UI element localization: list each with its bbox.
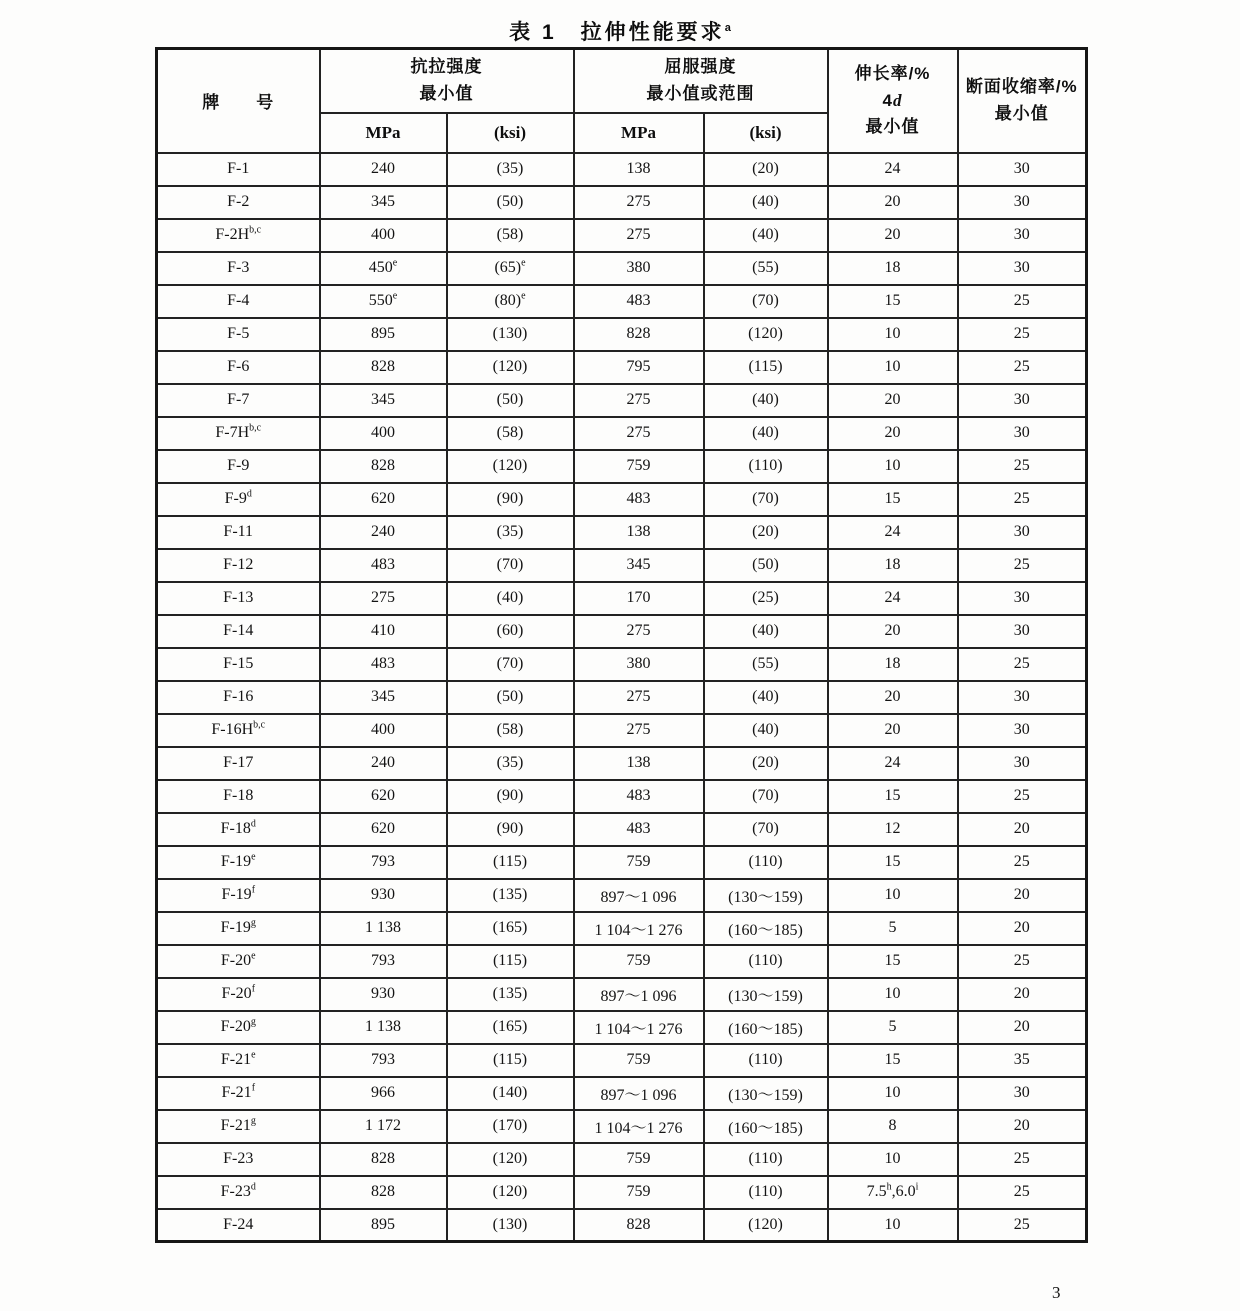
tensile-mpa-cell: 1 138: [320, 1011, 447, 1044]
elongation-cell: 10: [828, 1209, 958, 1242]
grade-cell: F-21$^f$: [157, 1077, 320, 1110]
elongation-cell: 18: [828, 252, 958, 285]
reduction-cell: 25: [958, 1143, 1087, 1176]
table-title-text: 表 1 拉伸性能要求: [509, 21, 725, 44]
grade-cell: F-12: [157, 549, 320, 582]
elongation-cell: 20: [828, 714, 958, 747]
header-elongation: [828, 49, 958, 153]
table-row: [157, 1209, 1087, 1242]
grade-cell: F-16: [157, 681, 320, 714]
tensile-ksi-cell: (90): [447, 483, 574, 516]
reduction-cell: 25: [958, 846, 1087, 879]
header-unit-yield-mpa: MPa: [574, 113, 704, 153]
header-unit-tensile-mpa: MPa: [320, 113, 447, 153]
elongation-cell: 12: [828, 813, 958, 846]
reduction-cell: 25: [958, 648, 1087, 681]
tensile-ksi-cell: (35): [447, 153, 574, 186]
yield-ksi-cell: (20): [704, 747, 828, 780]
table-row: [157, 516, 1087, 549]
yield-mpa-cell: 380: [574, 252, 704, 285]
table-row: [157, 186, 1087, 219]
tensile-mpa-cell: 828: [320, 450, 447, 483]
tensile-ksi-cell: (50): [447, 186, 574, 219]
yield-mpa-cell: 275: [574, 714, 704, 747]
yield-mpa-cell: 138: [574, 516, 704, 549]
tensile-mpa-cell: 450e: [320, 252, 447, 285]
tensile-ksi-cell: (130): [447, 318, 574, 351]
page-number: 3: [1052, 1283, 1061, 1302]
elongation-cell: 5: [828, 912, 958, 945]
yield-mpa-cell: 897～1 096: [574, 879, 704, 912]
grade-cell: F-6: [157, 351, 320, 384]
reduction-cell: 25: [958, 318, 1087, 351]
elongation-cell: 20: [828, 186, 958, 219]
yield-mpa-cell: 275: [574, 186, 704, 219]
header-reduction-of-area: [958, 49, 1087, 153]
reduction-cell: 25: [958, 483, 1087, 516]
grade-cell: F-13: [157, 582, 320, 615]
yield-ksi-cell: (70): [704, 285, 828, 318]
elongation-cell: 18: [828, 549, 958, 582]
table-row: [157, 1077, 1087, 1110]
yield-mpa-cell: 380: [574, 648, 704, 681]
grade-cell: F-20$^g$: [157, 1011, 320, 1044]
tensile-mpa-cell: 400: [320, 219, 447, 252]
table-row: [157, 945, 1087, 978]
grade-cell: F-9$^d$: [157, 483, 320, 516]
yield-mpa-cell: 759: [574, 1044, 704, 1077]
table-row: [157, 1110, 1087, 1143]
tensile-mpa-cell: 550e: [320, 285, 447, 318]
yield-mpa-cell: 275: [574, 681, 704, 714]
yield-ksi-cell: (40): [704, 219, 828, 252]
yield-mpa-cell: 897～1 096: [574, 1077, 704, 1110]
table-row: [157, 1176, 1087, 1209]
header-tensile-strength: [320, 49, 574, 113]
grade-cell: F-15: [157, 648, 320, 681]
reduction-cell: 30: [958, 153, 1087, 186]
tensile-mpa-cell: 1 172: [320, 1110, 447, 1143]
elongation-cell: 15: [828, 483, 958, 516]
grade-cell: F-9: [157, 450, 320, 483]
yield-mpa-cell: 759: [574, 1176, 704, 1209]
yield-ksi-cell: (70): [704, 483, 828, 516]
yield-mpa-cell: 828: [574, 318, 704, 351]
tensile-mpa-cell: 620: [320, 780, 447, 813]
grade-cell: F-4: [157, 285, 320, 318]
table-row: [157, 912, 1087, 945]
yield-mpa-cell: 759: [574, 945, 704, 978]
tensile-ksi-cell: (50): [447, 681, 574, 714]
grade-cell: F-14: [157, 615, 320, 648]
yield-ksi-cell: (20): [704, 516, 828, 549]
yield-ksi-cell: (25): [704, 582, 828, 615]
table-row: [157, 648, 1087, 681]
reduction-cell: 30: [958, 582, 1087, 615]
elongation-cell: 24: [828, 747, 958, 780]
reduction-cell: 20: [958, 879, 1087, 912]
tensile-ksi-cell: (50): [447, 384, 574, 417]
reduction-cell: 20: [958, 978, 1087, 1011]
grade-cell: F-20$^f$: [157, 978, 320, 1011]
grade-cell: F-23$^d$: [157, 1176, 320, 1209]
yield-ksi-cell: (40): [704, 384, 828, 417]
elongation-cell: 10: [828, 450, 958, 483]
table-row: [157, 153, 1087, 186]
table-row: [157, 285, 1087, 318]
elongation-cell: 10: [828, 1077, 958, 1110]
table-row: [157, 450, 1087, 483]
yield-ksi-cell: (55): [704, 252, 828, 285]
elongation-cell: 10: [828, 318, 958, 351]
yield-mpa-cell: 759: [574, 450, 704, 483]
reduction-cell: 20: [958, 912, 1087, 945]
tensile-ksi-cell: (140): [447, 1077, 574, 1110]
tensile-mpa-cell: 966: [320, 1077, 447, 1110]
tensile-ksi-cell: $(80)^e$: [447, 285, 574, 318]
elongation-cell: 20: [828, 384, 958, 417]
tensile-mpa-cell: 828: [320, 351, 447, 384]
yield-ksi-cell: (130～159): [704, 978, 828, 1011]
table-row: [157, 978, 1087, 1011]
yield-mpa-cell: 759: [574, 846, 704, 879]
reduction-cell: 20: [958, 1011, 1087, 1044]
tensile-ksi-cell: (135): [447, 879, 574, 912]
tensile-mpa-cell: 895: [320, 318, 447, 351]
yield-mpa-cell: 483: [574, 813, 704, 846]
elongation-cell: 10: [828, 978, 958, 1011]
tensile-ksi-cell: (35): [447, 516, 574, 549]
yield-ksi-cell: (110): [704, 450, 828, 483]
yield-mpa-cell: 275: [574, 615, 704, 648]
grade-cell: F-7: [157, 384, 320, 417]
tensile-mpa-cell: 400: [320, 714, 447, 747]
yield-mpa-cell: 275: [574, 384, 704, 417]
elongation-cell: 15: [828, 285, 958, 318]
yield-mpa-cell: 795: [574, 351, 704, 384]
table-row: [157, 747, 1087, 780]
tensile-mpa-cell: 345: [320, 384, 447, 417]
yield-mpa-cell: 483: [574, 483, 704, 516]
elongation-cell: 15: [828, 1044, 958, 1077]
tensile-ksi-cell: (115): [447, 846, 574, 879]
elongation-cell: 24: [828, 582, 958, 615]
tensile-ksi-cell: (60): [447, 615, 574, 648]
table-row: [157, 1044, 1087, 1077]
yield-ksi-cell: (40): [704, 417, 828, 450]
reduction-cell: 20: [958, 1110, 1087, 1143]
header-row-groups: [157, 49, 1087, 113]
reduction-cell: 35: [958, 1044, 1087, 1077]
reduction-cell: 30: [958, 1077, 1087, 1110]
tensile-ksi-cell: (70): [447, 648, 574, 681]
elongation-cell: 20: [828, 219, 958, 252]
tensile-ksi-cell: (90): [447, 813, 574, 846]
header-elongation-line1: 伸长率/%: [854, 64, 931, 84]
grade-cell: F-19$^g$: [157, 912, 320, 945]
tensile-ksi-cell: (165): [447, 1011, 574, 1044]
reduction-cell: 30: [958, 516, 1087, 549]
yield-ksi-cell: (110): [704, 1143, 828, 1176]
yield-mpa-cell: 138: [574, 153, 704, 186]
tensile-requirements-table: [155, 47, 1088, 1243]
elongation-d-variable: d: [892, 90, 903, 110]
yield-ksi-cell: (40): [704, 615, 828, 648]
elongation-cell: 5: [828, 1011, 958, 1044]
reduction-cell: 25: [958, 285, 1087, 318]
reduction-cell: 30: [958, 252, 1087, 285]
elongation-cell: 18: [828, 648, 958, 681]
table-header: [157, 49, 1087, 153]
yield-ksi-cell: (20): [704, 153, 828, 186]
elongation-cell: 20: [828, 417, 958, 450]
elongation-cell: 24: [828, 516, 958, 549]
grade-cell: F-21$^g$: [157, 1110, 320, 1143]
reduction-cell: 30: [958, 219, 1087, 252]
table-row: [157, 252, 1087, 285]
tensile-mpa-cell: 930: [320, 879, 447, 912]
header-yield-strength: [574, 49, 828, 113]
header-elongation-line3: 最小值: [865, 116, 920, 136]
tensile-mpa-cell: 793: [320, 846, 447, 879]
header-yield-line1: 屈服强度: [664, 57, 737, 77]
tensile-mpa-cell: 828: [320, 1176, 447, 1209]
tensile-ksi-cell: (120): [447, 450, 574, 483]
yield-ksi-cell: (110): [704, 945, 828, 978]
elongation-cell: 10: [828, 879, 958, 912]
reduction-cell: 30: [958, 681, 1087, 714]
table-row: [157, 714, 1087, 747]
table-row: [157, 879, 1087, 912]
table-row: [157, 1143, 1087, 1176]
tensile-mpa-cell: 793: [320, 945, 447, 978]
reduction-cell: 25: [958, 549, 1087, 582]
grade-cell: F-3: [157, 252, 320, 285]
table-row: [157, 846, 1087, 879]
header-elongation-line2: [831, 88, 955, 114]
tensile-ksi-cell: (70): [447, 549, 574, 582]
elongation-cell: 10: [828, 1143, 958, 1176]
yield-mpa-cell: 828: [574, 1209, 704, 1242]
yield-ksi-cell: (160～185): [704, 912, 828, 945]
reduction-cell: 30: [958, 384, 1087, 417]
reduction-cell: 20: [958, 813, 1087, 846]
elongation-cell: 15: [828, 780, 958, 813]
tensile-mpa-cell: 400: [320, 417, 447, 450]
tensile-mpa-cell: 895: [320, 1209, 447, 1242]
table-row: [157, 219, 1087, 252]
tensile-mpa-cell: 620: [320, 813, 447, 846]
grade-cell: F-18$^d$: [157, 813, 320, 846]
yield-ksi-cell: (115): [704, 351, 828, 384]
table-title: [0, 16, 1240, 46]
tensile-ksi-cell: (90): [447, 780, 574, 813]
tensile-ksi-cell: (115): [447, 945, 574, 978]
grade-cell: $F-2H^{b,c}$: [157, 219, 320, 252]
yield-ksi-cell: (130～159): [704, 1077, 828, 1110]
yield-mpa-cell: 1 104～1 276: [574, 912, 704, 945]
reduction-cell: 25: [958, 450, 1087, 483]
elongation-4: 4: [882, 90, 893, 110]
yield-ksi-cell: (40): [704, 714, 828, 747]
header-grade: 牌 号: [157, 49, 320, 153]
reduction-cell: 25: [958, 945, 1087, 978]
tensile-ksi-cell: (115): [447, 1044, 574, 1077]
yield-ksi-cell: (70): [704, 813, 828, 846]
tensile-ksi-cell: (35): [447, 747, 574, 780]
yield-mpa-cell: 1 104～1 276: [574, 1110, 704, 1143]
table-row: [157, 1011, 1087, 1044]
elongation-cell: 8: [828, 1110, 958, 1143]
tensile-mpa-cell: 483: [320, 549, 447, 582]
header-tensile-line2: 最小值: [419, 83, 474, 103]
reduction-cell: 25: [958, 1176, 1087, 1209]
yield-mpa-cell: 275: [574, 417, 704, 450]
yield-mpa-cell: 170: [574, 582, 704, 615]
tensile-mpa-cell: 410: [320, 615, 447, 648]
header-unit-yield-ksi: (ksi): [704, 113, 828, 153]
yield-mpa-cell: 483: [574, 285, 704, 318]
table-title-footnote-mark: a: [724, 22, 731, 34]
tensile-mpa-cell: 930: [320, 978, 447, 1011]
yield-ksi-cell: (120): [704, 1209, 828, 1242]
yield-mpa-cell: 1 104～1 276: [574, 1011, 704, 1044]
yield-mpa-cell: 275: [574, 219, 704, 252]
grade-cell: $F-7H^{b,c}$: [157, 417, 320, 450]
yield-ksi-cell: (110): [704, 846, 828, 879]
elongation-cell: 20: [828, 615, 958, 648]
yield-ksi-cell: (160～185): [704, 1011, 828, 1044]
tensile-mpa-cell: 345: [320, 186, 447, 219]
tensile-ksi-cell: (130): [447, 1209, 574, 1242]
grade-cell: F-19e: [157, 846, 320, 879]
yield-mpa-cell: 759: [574, 1143, 704, 1176]
tensile-ksi-cell: (40): [447, 582, 574, 615]
yield-mpa-cell: 345: [574, 549, 704, 582]
grade-cell: F-18: [157, 780, 320, 813]
tensile-mpa-cell: 828: [320, 1143, 447, 1176]
reduction-cell: 30: [958, 747, 1087, 780]
grade-cell: $F-16H^{b,c}$: [157, 714, 320, 747]
tensile-mpa-cell: 240: [320, 153, 447, 186]
grade-cell: F-1: [157, 153, 320, 186]
table-row: [157, 417, 1087, 450]
tensile-ksi-cell: (58): [447, 219, 574, 252]
tensile-mpa-cell: 483: [320, 648, 447, 681]
yield-ksi-cell: (70): [704, 780, 828, 813]
tensile-mpa-cell: 240: [320, 516, 447, 549]
tensile-ksi-cell: (170): [447, 1110, 574, 1143]
tensile-ksi-cell: (165): [447, 912, 574, 945]
header-tensile-line1: 抗拉强度: [410, 57, 483, 77]
table-row: [157, 681, 1087, 714]
grade-cell: F-23: [157, 1143, 320, 1176]
yield-ksi-cell: (40): [704, 681, 828, 714]
yield-ksi-cell: (50): [704, 549, 828, 582]
elongation-cell: 7.5$^h$,6.0$^i$: [828, 1176, 958, 1209]
grade-cell: F-20e: [157, 945, 320, 978]
elongation-cell: 10: [828, 351, 958, 384]
table-row: [157, 615, 1087, 648]
reduction-cell: 25: [958, 1209, 1087, 1242]
table-row: [157, 780, 1087, 813]
yield-ksi-cell: (110): [704, 1176, 828, 1209]
reduction-cell: 30: [958, 417, 1087, 450]
tensile-mpa-cell: 1 138: [320, 912, 447, 945]
grade-cell: F-21e: [157, 1044, 320, 1077]
grade-cell: F-19$^f$: [157, 879, 320, 912]
yield-ksi-cell: (120): [704, 318, 828, 351]
tensile-ksi-cell: (58): [447, 714, 574, 747]
reduction-cell: 30: [958, 714, 1087, 747]
header-unit-tensile-ksi: (ksi): [447, 113, 574, 153]
table-row: [157, 582, 1087, 615]
elongation-cell: 20: [828, 681, 958, 714]
table-row: [157, 813, 1087, 846]
tensile-ksi-cell: (58): [447, 417, 574, 450]
table-row: [157, 549, 1087, 582]
yield-ksi-cell: (160～185): [704, 1110, 828, 1143]
header-reduction-line1: 断面收缩率/%: [965, 77, 1078, 97]
header-reduction-line2: 最小值: [994, 103, 1049, 123]
table-row: [157, 351, 1087, 384]
elongation-cell: 15: [828, 846, 958, 879]
tensile-mpa-cell: 793: [320, 1044, 447, 1077]
reduction-cell: 25: [958, 351, 1087, 384]
yield-ksi-cell: (55): [704, 648, 828, 681]
tensile-mpa-cell: 240: [320, 747, 447, 780]
yield-mpa-cell: 138: [574, 747, 704, 780]
yield-mpa-cell: 897～1 096: [574, 978, 704, 1011]
table-row: [157, 384, 1087, 417]
table-body: [157, 153, 1087, 1242]
elongation-cell: 15: [828, 945, 958, 978]
yield-ksi-cell: (130～159): [704, 879, 828, 912]
tensile-ksi-cell: (135): [447, 978, 574, 1011]
grade-cell: F-5: [157, 318, 320, 351]
yield-ksi-cell: (110): [704, 1044, 828, 1077]
elongation-cell: 24: [828, 153, 958, 186]
yield-mpa-cell: 483: [574, 780, 704, 813]
tensile-ksi-cell: (120): [447, 351, 574, 384]
tensile-mpa-cell: 345: [320, 681, 447, 714]
tensile-ksi-cell: (120): [447, 1143, 574, 1176]
grade-cell: F-17: [157, 747, 320, 780]
grade-cell: F-24: [157, 1209, 320, 1242]
tensile-ksi-cell: (120): [447, 1176, 574, 1209]
grade-cell: F-2: [157, 186, 320, 219]
tensile-mpa-cell: 275: [320, 582, 447, 615]
reduction-cell: 25: [958, 780, 1087, 813]
tensile-ksi-cell: $(65)^e$: [447, 252, 574, 285]
grade-cell: F-11: [157, 516, 320, 549]
reduction-cell: 30: [958, 615, 1087, 648]
yield-ksi-cell: (40): [704, 186, 828, 219]
tensile-mpa-cell: 620: [320, 483, 447, 516]
table-row: [157, 483, 1087, 516]
table-row: [157, 318, 1087, 351]
reduction-cell: 30: [958, 186, 1087, 219]
header-yield-line2: 最小值或范围: [646, 83, 755, 103]
